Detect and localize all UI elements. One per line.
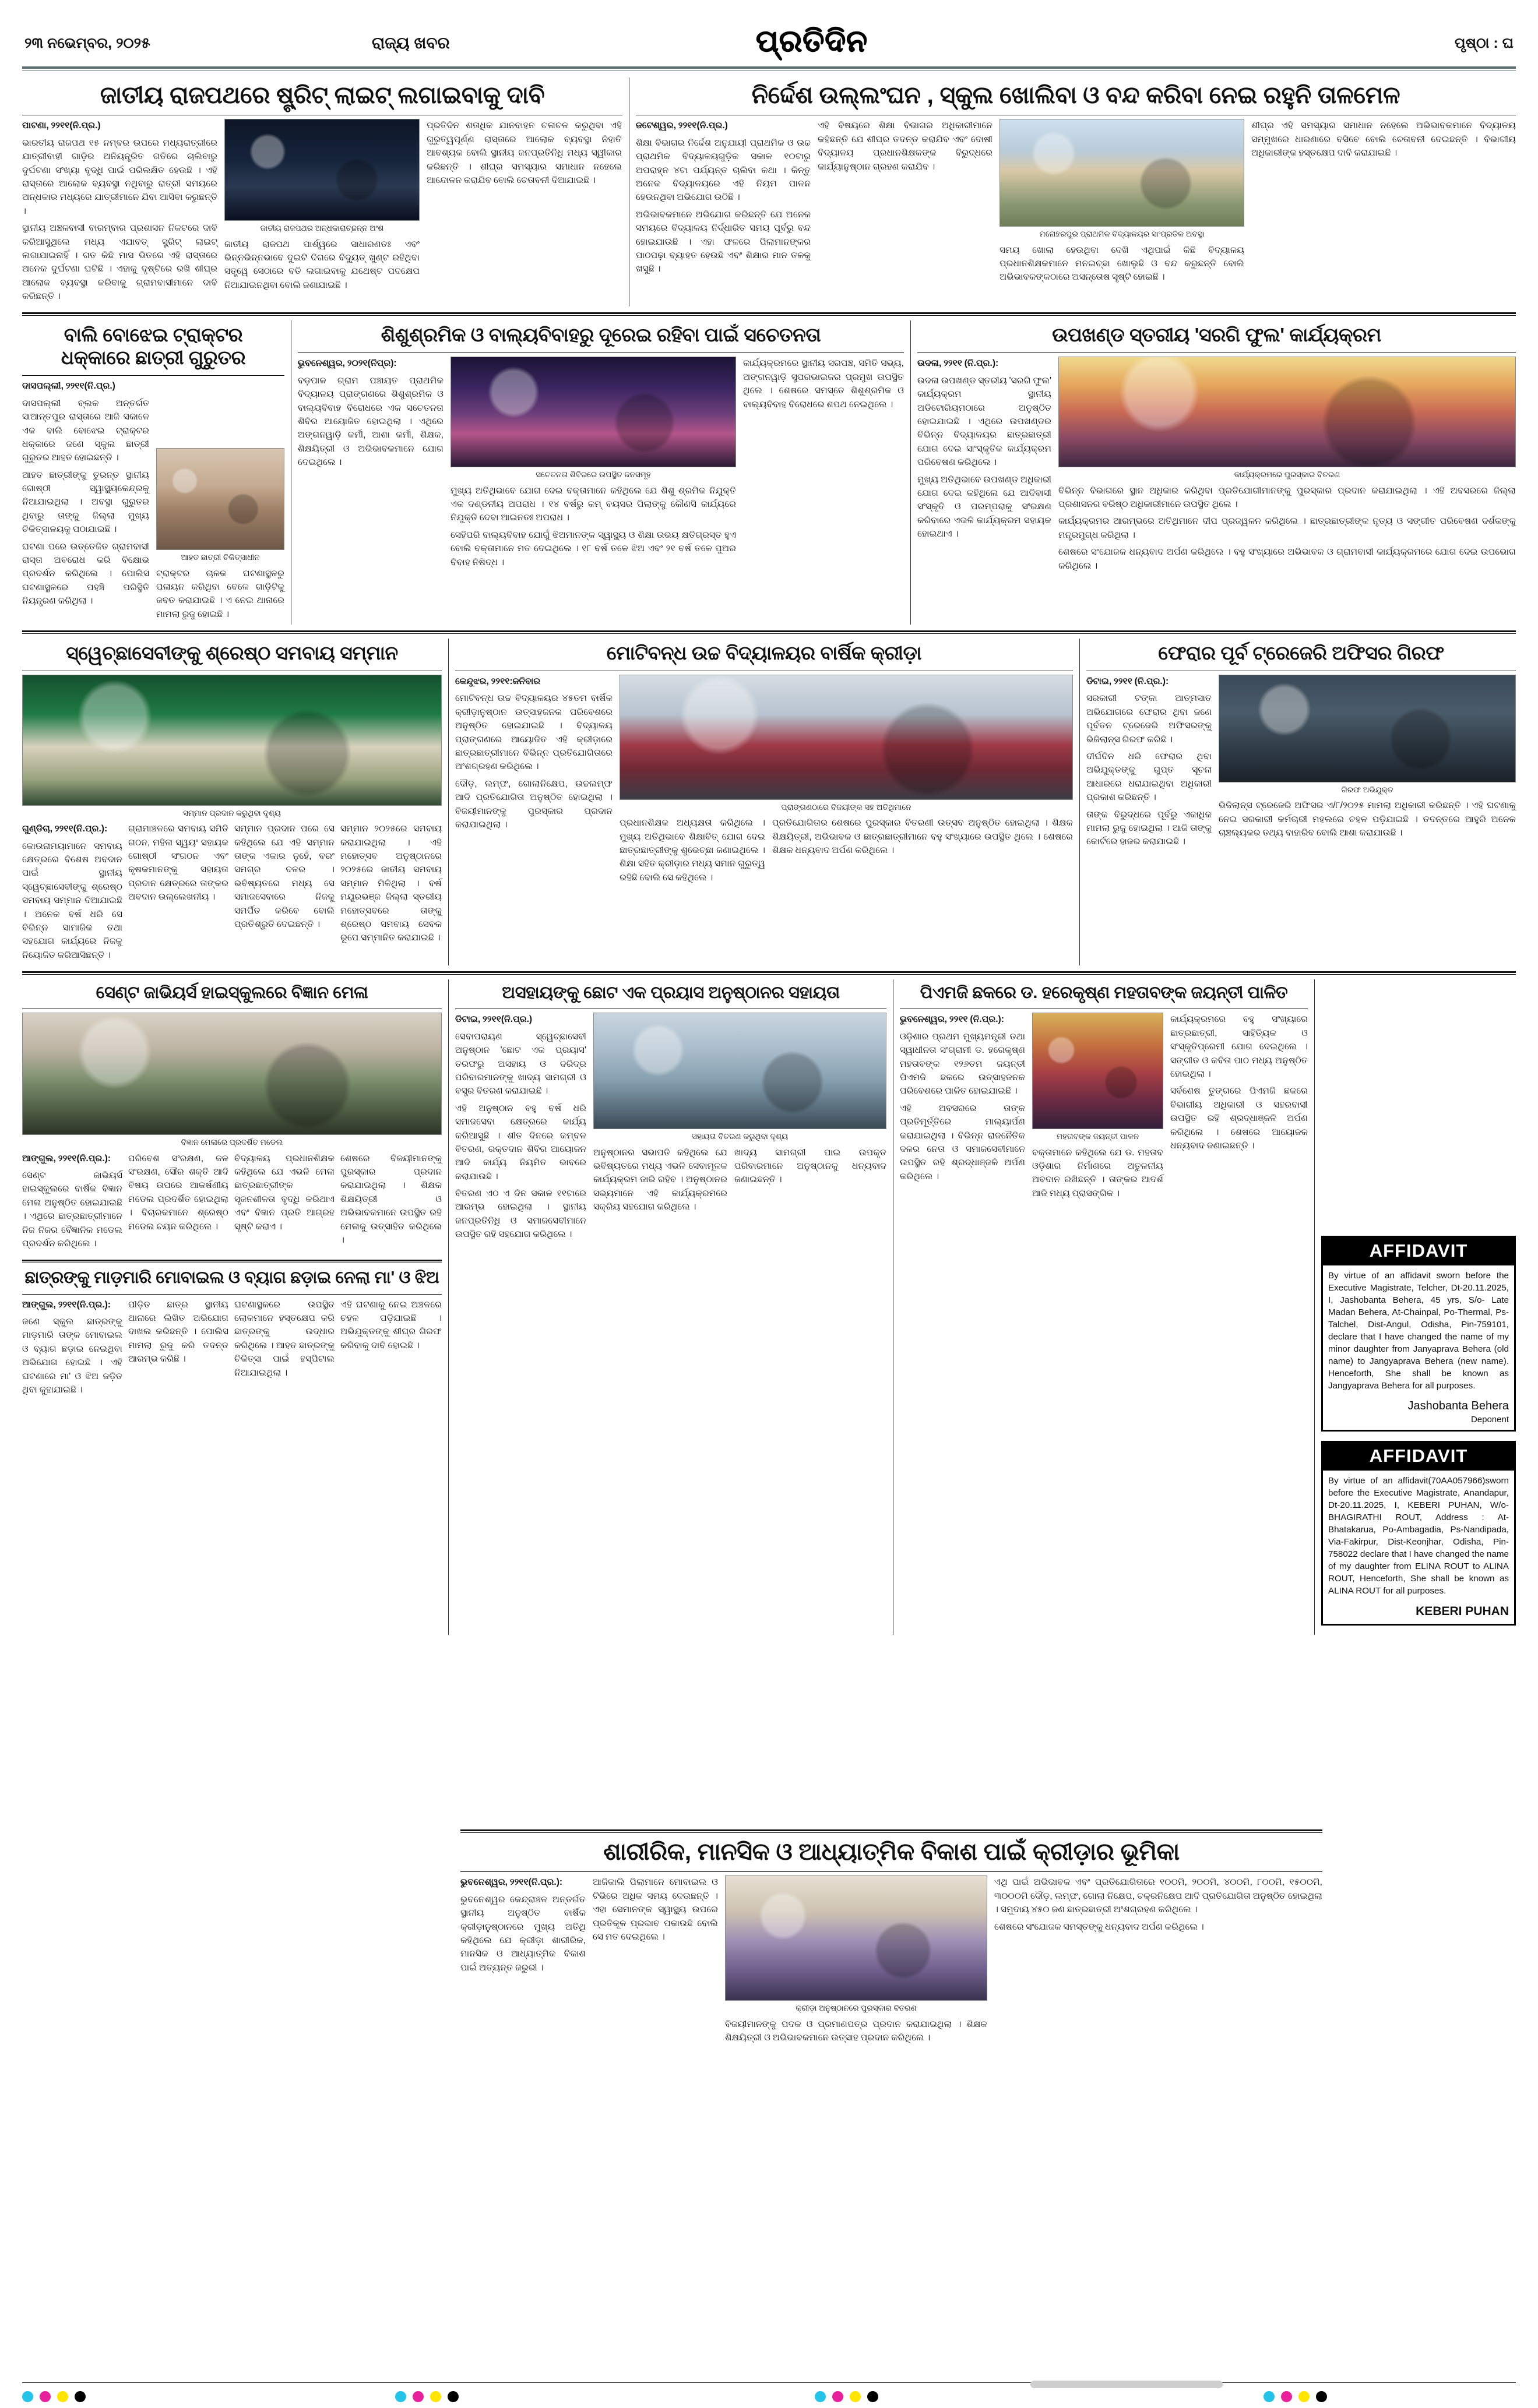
newspaper-logo: ପ୍ରତିଦିନ [756, 25, 868, 58]
affidavit-title: AFFIDAVIT [1323, 1443, 1514, 1471]
photo-caption: ମହତାବଙ୍କ ଜୟନ୍ତୀ ପାଳନ [1056, 1132, 1139, 1141]
article-paragraph: ଘଟଣାସ୍ଥଳରେ ଉପସ୍ଥିତ ଲୋକମାନେ ହସ୍ତକ୍ଷେପ କରି ଛାତ୍ରଙ୍କୁ ଉଦ୍ଧାର କରିଥିଲେ । ଆହତ ଛାତ୍ରଙ୍କୁ ଚିକିତ୍ସା ପାଇଁ ହସ୍ପିଟାଲ ନିଆଯାଇଥିଲା । [234, 1299, 335, 1378]
black-dot-icon [867, 2391, 878, 2402]
article-headline: ଶାରୀରିକ, ମାନସିକ ଓ ଆଧ୍ୟାତ୍ମିକ ବିକାଶ ପାଇଁ କ୍ରୀଡ଼ାର ଭୂମିକା [603, 1838, 1180, 1865]
article-paragraph: ଦୌଡ଼, ଲମ୍ଫ, ଗୋଲାନିକ୍ଷେପ, ଉଚ୍ଚଲମ୍ଫ ଆଦି ପ୍ରତିଯୋଗିତା ଅନୁଷ୍ଠିତ ହୋଇଥିଲା । ବିଜୟୀମାନଙ୍କୁ ପୁରସ୍କାର ପ୍ରଦାନ କରାଯାଇଥିଲା । [455, 778, 613, 830]
article-photo [1219, 675, 1516, 782]
column-separator [1079, 639, 1080, 965]
article-paragraph: ମୁଖ୍ୟ ଅତିଥିଭାବେ ଯୋଗ ଦେଇ ବକ୍ତାମାନେ କହିଥିଲେ ଯେ ଶିଶୁ ଶ୍ରମିକ ନିଯୁକ୍ତି ଏକ ଦଣ୍ଡନୀୟ ଅପରାଧ । ୧୪ ବର୍ଷରୁ କମ୍ ବୟସର ପିଲାଙ୍କୁ କୌଣସି କାର୍ଯ୍ୟରେ ନିଯୁକ୍ତି ଦେବା ଆଇନତଃ ଅପରାଧ । [451, 485, 736, 523]
article-paragraph: ବିଜୟୀମାନଙ୍କୁ ପଦକ ଓ ପ୍ରମାଣପତ୍ର ପ୍ରଦାନ କରାଯାଇଥିଲା । ଶିକ୍ଷକ ଶିକ୍ଷୟିତ୍ରୀ ଓ ଅଭିଭାବକମାନେ ଉତ୍ସାହ ପ୍ରଦାନ କରିଥିଲେ । [725, 2019, 987, 2043]
article-paragraph: କାର୍ଯ୍ୟକ୍ରମରେ ବହୁ ସଂଖ୍ୟାରେ ଛାତ୍ରଛାତ୍ରୀ, ସାହିତ୍ୟିକ ଓ ସଂସ୍କୃତିପ୍ରେମୀ ଯୋଗ ଦେଇଥିଲେ । ସଙ୍ଗୀତ ଓ କବିତା ପାଠ ମଧ୍ୟ ଅନୁଷ୍ଠିତ ହୋଇଥିଲା । [1170, 1014, 1308, 1079]
article-paragraph: ଘଟଣା ପରେ ଉତ୍ତେଜିତ ଗ୍ରାମବାସୀ ରାସ୍ତା ଅବରୋଧ କରି ବିକ୍ଷୋଭ ପ୍ରଦର୍ଶନ କରିଥିଲେ । ପୋଲିସ ଘଟଣାସ୍ଥଳରେ ପହଞ୍ଚି ପରିସ୍ଥିତି ନିୟନ୍ତ୍ରଣ କରିଥିଲା । [22, 541, 149, 607]
article-paragraph: ଟ୍ରାକ୍ଟର ଚାଳକ ଘଟଣାସ୍ଥଳରୁ ପଳାୟନ କରିଥିବା ବେଳେ ଗାଡ଼ିଟିକୁ ଜବତ କରାଯାଇଛି । ଏ ନେଇ ଥାନାରେ ମାମଲା ରୁଜୁ ହୋଇଛି । [156, 568, 284, 619]
column-separator [910, 320, 911, 625]
article-paragraph: ପ୍ରଧାନଶିକ୍ଷକ ଅଧ୍ୟକ୍ଷତା କରିଥିଲେ । ମୁଖ୍ୟ ଅତିଥିଭାବେ ଶିକ୍ଷାବିତ୍ ଯୋଗ ଦେଇ ଛାତ୍ରଛାତ୍ରୀଙ୍କୁ ଶୁଭେଚ୍ଛା ଜଣାଇଥିଲେ । ଶିକ୍ଷା ସହିତ କ୍ରୀଡ଼ାର ମଧ୍ୟ ସମାନ ଗୁରୁତ୍ୱ ରହିଛି ବୋଲି ସେ କହିଥିଲେ । [620, 818, 765, 883]
article-paragraph: ଶେଷରେ ସଂଯୋଜକ ସମସ୍ତଙ୍କୁ ଧନ୍ୟବାଦ ଅର୍ପଣ କରିଥିଲେ । [994, 1922, 1204, 1932]
article-photo [451, 357, 736, 467]
article-paragraph: ଆହତ ଛାତ୍ରୀଙ୍କୁ ତୁରନ୍ତ ସ୍ଥାନୀୟ ଗୋଷ୍ଠୀ ସ୍ୱାସ୍ଥ୍ୟକେନ୍ଦ୍ରକୁ ନିଆଯାଇଥିଲା । ଅବସ୍ଥା ଗୁରୁତର ଥିବାରୁ ତାଙ୍କୁ ଜିଲ୍ଲା ମୁଖ୍ୟ ଚିକିତ୍ସାଳୟକୁ ପଠାଯାଇଛି । [22, 470, 149, 535]
cyan-dot-icon [815, 2391, 826, 2402]
article-paragraph: ଅନୁଷ୍ଠାନର ସଭାପତି କହିଥିଲେ ଯେ ଭବିଷ୍ୟତରେ ମଧ୍ୟ ଏଭଳି ସେବାମୂଳକ କାର୍ଯ୍ୟକ୍ରମ ଜାରି ରହିବ । ଅନୁଷ୍ଠାନର ସଭ୍ୟମାନେ ଏହି କାର୍ଯ୍ୟକ୍ରମରେ ସକ୍ରିୟ ସହଯୋଗ କରିଥିଲେ । [593, 1147, 727, 1212]
article-paragraph: ସେହିପରି ବାଲ୍ୟବିବାହ ଯୋଗୁଁ ଝିଅମାନଙ୍କ ସ୍ୱାସ୍ଥ୍ୟ ଓ ଶିକ୍ଷା ଉଭୟ କ୍ଷତିଗ୍ରସ୍ତ ହୁଏ ବୋଲି ବକ୍ତାମାନେ ମତ ଦେଇଥିଲେ । ୧୮ ବର୍ଷ ତଳେ ଝିଅ ଏବଂ ୨୧ ବର୍ଷ ତଳେ ପୁଅର ବିବାହ ନିଷିଦ୍ଧ । [451, 530, 736, 567]
article-paragraph: ଉଦଳା ଉପଖଣ୍ଡ ସ୍ତରୀୟ 'ସରଗି ଫୁଲ' କାର୍ଯ୍ୟକ୍ରମ ସ୍ଥାନୀୟ ଅଡିଟୋରିୟମଠାରେ ଅନୁଷ୍ଠିତ ହୋଇଯାଇଛି । ଏଥିରେ ଉପଖଣ୍ଡର ବିଭିନ୍ନ ବିଦ୍ୟାଳୟର ଛାତ୍ରଛାତ୍ରୀ ଯୋଗ ଦେଇ ସାଂସ୍କୃତିକ କାର୍ଯ୍ୟକ୍ରମ ପରିବେଷଣ କରିଥିଲେ । [917, 375, 1051, 468]
column-separator [448, 979, 449, 1635]
yellow-dot-icon [430, 2391, 441, 2402]
article-paragraph: ବକ୍ତାମାନେ କହିଥିଲେ ଯେ ଡ. ମହତାବ ଓଡ଼ିଶାର ନିର୍ମାଣରେ ଅତୁଳନୀୟ ଅବଦାନ ରଖିଛନ୍ତି । ତାଙ୍କର ଆଦର୍ଶ ଆଜି ମଧ୍ୟ ପ୍ରାସଙ୍ଗିକ । [1032, 1147, 1163, 1198]
article-relief-distribution [455, 983, 886, 1244]
left-column-stack [22, 979, 442, 1635]
content-row-2 [22, 320, 1516, 625]
content-row-1 [22, 77, 1516, 306]
masthead-divider [22, 66, 1516, 70]
affidavit-card [1321, 1441, 1516, 1626]
headline-underline [22, 375, 284, 376]
article-tractor-accident [22, 320, 284, 625]
article-paragraph: ବିଭିନ୍ନ ବିଭାଗରେ ସ୍ଥାନ ଅଧିକାର କରିଥିବା ପ୍ରତିଯୋଗୀମାନଙ୍କୁ ପୁରସ୍କାର ପ୍ରଦାନ କରାଯାଇଥିଲା । ଏହି ଅବସରରେ ଜିଲ୍ଲା ପ୍ରଶାସନର ବରିଷ୍ଠ ଅଧିକାରୀମାନେ ଉପସ୍ଥିତ ଥିଲେ । [1058, 485, 1516, 509]
cyan-dot-icon [22, 2391, 33, 2402]
article-paragraph: ପ୍ରତିଦିନ ଶତାଧିକ ଯାନବାହନ ଚଳାଚଳ କରୁଥିବା ଏହି ଗୁରୁତ୍ୱପୂର୍ଣ୍ଣ ରାସ୍ତାରେ ଆଲୋକ ବ୍ୟବସ୍ଥା ନିହାତି ଆବଶ୍ୟକ ବୋଲି ସ୍ଥାନୀୟ ଜନପ୍ରତିନିଧି ମଧ୍ୟ ସ୍ୱୀକାର କରିଛନ୍ତି । ଶୀଘ୍ର ସମସ୍ୟାର ସମାଧାନ ନହେଲେ ଆନ୍ଦୋଳନ କରାଯିବ ବୋଲି ଚେତାବନୀ ଦିଆଯାଇଛି । [427, 121, 622, 185]
affidavit-card [1321, 1236, 1516, 1432]
dateline: ଆଙ୍ଗୁଲ, ୨୨୧୧(ନି.ପ୍ର.): [22, 1153, 111, 1164]
yellow-dot-icon [850, 2391, 861, 2402]
article-annual-sports [455, 639, 1073, 965]
magenta-dot-icon [413, 2391, 424, 2402]
article-photo [22, 1013, 442, 1135]
dateline: ଭୁବନେଶ୍ୱର, ୨୨୧୧ (ନି.ପ୍ର.): [900, 1014, 1004, 1025]
article-paragraph: ଏହି ଘଟଣାକୁ ନେଇ ଅଞ୍ଚଳରେ ଚହଳ ପଡ଼ିଯାଇଛି । ଅଭିଯୁକ୍ତଙ୍କୁ ଶୀଘ୍ର ଗିରଫ କରିବାକୁ ଦାବି ହୋଇଛି । [340, 1299, 442, 1351]
dateline: ଦାସପଲ୍ଲୀ, ୨୨୧୧(ନି.ପ୍ର.) [22, 381, 115, 392]
article-paragraph: କାର୍ଯ୍ୟକ୍ରମରେ ସ୍ଥାନୀୟ ସରପଞ୍ଚ, ସମିତି ସଭ୍ୟ, ଅଙ୍ଗନୱାଡ଼ି ସୁପରଭାଇଜର ପ୍ରମୁଖ ଉପସ୍ଥିତ ଥିଲେ । ଶେଷରେ ସମସ୍ତେ ଶିଶୁଶ୍ରମିକ ଓ ବାଲ୍ୟବିବାହ ବିରୋଧରେ ଶପଥ ନେଇଥିଲେ । [743, 358, 904, 410]
row-divider [22, 1260, 442, 1263]
article-paragraph: ଏଥି ପାଇଁ ଅଭିଭାବକ ଏବଂ ପ୍ରତିଯୋଗିତାରେ ୧୦୦ମି, ୨୦୦ମି, ୪୦୦ମି, ୮୦୦ମି, ୧୫୦୦ମି, ୩୦୦୦ମି ଦୌଡ଼, ଲମ୍ଫ, ଗୋଲା ନିକ୍ଷେପ, ଚକ୍ରନିକ୍ଷେପ ଆଦି ପ୍ରତିଯୋଗିତା ଅନୁଷ୍ଠିତ ହୋଇଥିଲା । ସମୁଦାୟ ୪୫୦ ଜଣ ଛାତ୍ରଛାତ୍ରୀ ଅଂଶଗ୍ରହଣ କରିଥିଲେ । [994, 1877, 1322, 1915]
article-paragraph: ଦାସପଲ୍ଲୀ ବ୍ଲକ ଅନ୍ତର୍ଗତ ସାଆନ୍ତପୁର ରାସ୍ତାରେ ଆଜି ସକାଳେ ଏକ ବାଲି ବୋଝେଇ ଟ୍ରାକ୍ଟର ଧକ୍କାରେ ଜଣେ ସ୍କୁଲ ଛାତ୍ରୀ ଗୁରୁତର ଆହତ ହୋଇଛନ୍ତି । [22, 398, 149, 463]
article-saragi-phula [917, 320, 1516, 625]
color-bar-center-left [395, 2391, 459, 2402]
article-school-timing [636, 77, 1516, 306]
content-row-4 [22, 979, 1516, 1635]
column-separator [448, 639, 449, 965]
article-paragraph: ଖାଦ୍ୟ ସାମଗ୍ରୀ ପାଇ ଉପକୃତ ପରିବାରମାନେ ଅନୁଷ୍ଠାନକୁ ଧନ୍ୟବାଦ ଜଣାଇଛନ୍ତି । [734, 1147, 886, 1185]
classified-affidavit-column [1321, 979, 1516, 1635]
article-headline: ଫେରାର ପୂର୍ବ ଟ୍ରେଜେରି ଅଫିସର ଗିରଫ [1158, 642, 1444, 664]
article-photo [999, 119, 1244, 227]
article-paragraph: ଭୁବନେଶ୍ୱର କେନ୍ଦ୍ରାଞ୍ଚଳ ଅନ୍ତର୍ଗତ ସ୍ଥାନୀୟ ଅନୁଷ୍ଠିତ ବାର୍ଷିକ କ୍ରୀଡ଼ାନୁଷ୍ଠାନରେ ମୁଖ୍ୟ ଅତିଥି କହିଥିଲେ ଯେ କ୍ରୀଡ଼ା ଶାରୀରିକ, ମାନସିକ ଓ ଆଧ୍ୟାତ୍ମିକ ବିକାଶ ପାଇଁ ଅତ୍ୟନ୍ତ ଜରୁରୀ । [460, 1894, 586, 1973]
article-paragraph: ଜାତୀୟ ରାଜପଥ ପାର୍ଶ୍ୱରେ ସାଧାରଣତଃ ଏବଂ ଭିନ୍ନଭିନ୍ନଭାବେ ଦୁଇଟି ଦିଗରେ ବିଦ୍ୟୁତ୍ ଖୁଣ୍ଟ ରହିଥିବା ସତ୍ତ୍ୱେ ସେଠାରେ ବତି ଲଗାଇବାକୁ ଯଥେଷ୍ଟ ପଦକ୍ଷେପ ନିଆଯାଇନଥିବା ବୋଲି ଜଣାଯାଇଛି । [224, 239, 420, 290]
article-sports-role [460, 1824, 1322, 2048]
row-divider [460, 1829, 1322, 1833]
article-paragraph: ଏହି ବିଷୟରେ ଶିକ୍ଷା ବିଭାଗର ଅଧିକାରୀମାନେ କହିଛନ୍ତି ଯେ ଶୀଘ୍ର ତଦନ୍ତ କରାଯିବ ଏବଂ ଦୋଷୀ ବିଦ୍ୟାଳୟ ପ୍ରଧାନଶିକ୍ଷକଙ୍କ ବିରୁଦ୍ଧରେ କାର୍ଯ୍ୟାନୁଷ୍ଠାନ ଗ୍ରହଣ କରାଯିବ । [818, 121, 993, 172]
article-paragraph: ଭାରତୀୟ ରାଜପଥ ୧୫ ନମ୍ବର ଉପରେ ମଧ୍ୟରାତ୍ରୀରେ ଯାତ୍ରୀବାହୀ ଗାଡ଼ିର ଅନିୟନ୍ତ୍ରିତ ଗତିରେ ଚାଲିବାରୁ ଦୁର୍ଘଟଣା ସଂଖ୍ୟା ବୃଦ୍ଧି ପାଇଁ ପରିଲକ୍ଷିତ ହେଉଛି । ଏହି ରାସ୍ତାରେ ଆଲୋକ ବ୍ୟବସ୍ଥା ନଥିବାରୁ ରାତ୍ରୀ ସମୟରେ ଅନ୍ଧକାର ମଧ୍ୟରେ ଯାତ୍ରୀମାନେ ଯିବା ଆସିବା କରୁଛନ୍ତି । [22, 138, 217, 216]
article-paragraph: ମୁଖ୍ୟ ଅତିଥିଭାବେ ଉପଖଣ୍ଡ ଅଧିକାରୀ ଯୋଗ ଦେଇ କହିଥିଲେ ଯେ ଆଦିବାସୀ ସଂସ୍କୃତି ଓ ପରମ୍ପରାକୁ ସଂରକ୍ଷଣ କରିବାରେ ଏଭଳି କାର୍ଯ୍ୟକ୍ରମ ସହାୟକ ହୋଇଥାଏ । [917, 474, 1051, 540]
black-dot-icon [448, 2391, 459, 2402]
article-paragraph: ବଡ଼ପାଳ ଗ୍ରାମ ପଞ୍ଚାୟତ ପ୍ରାଥମିକ ବିଦ୍ୟାଳୟ ପ୍ରାଙ୍ଗଣରେ ଶିଶୁଶ୍ରମିକ ଓ ବାଲ୍ୟବିବାହ ବିରୋଧରେ ଏକ ସଚେତନତା ଶିବିର ଆୟୋଜିତ ହୋଇଥିଲା । ଏଥିରେ ଅଙ୍ଗନୱାଡ଼ି କର୍ମୀ, ଆଶା କର୍ମୀ, ଶିକ୍ଷକ, ଶିକ୍ଷୟିତ୍ରୀ ଓ ଅଭିଭାବକମାନେ ଯୋଗ ଦେଇଥିଲେ । [298, 375, 444, 468]
affidavit-signature: KEBERI PUHAN [1416, 1604, 1509, 1618]
affidavit-signature: Jashobanta Behera [1407, 1399, 1509, 1412]
dateline: ଭୁବନେଶ୍ୱର, ୨୦୨୧(ନିପ୍ର): [298, 358, 397, 369]
footer-registration-marks [22, 2379, 1516, 2399]
article-headline: ଅସହାୟଙ୍କୁ ଛୋଟ ଏକ ପ୍ରୟାସ ଅନୁଷ୍ଠାନର ସହାୟତା [502, 983, 840, 1003]
color-bar-right [1264, 2391, 1327, 2402]
article-headline [22, 324, 284, 369]
magenta-dot-icon [1281, 2391, 1292, 2402]
article-paragraph: ସେଣ୍ଟ ଜାଭିୟର୍ସ ହାଇସ୍କୁଲରେ ବାର୍ଷିକ ବିଜ୍ଞାନ ମେଳା ଅନୁଷ୍ଠିତ ହୋଇଯାଇଛି । ଏଥିରେ ଛାତ୍ରଛାତ୍ରୀମାନେ ନିଜ ନିଜର ବୈଜ୍ଞାନିକ ମଡେଲ ପ୍ରଦର୍ଶନ କରିଥିଲେ । [22, 1170, 122, 1249]
article-paragraph: ବିତରଣ ଏଠ ଏ ଦିନ ସକାଳ ୧୧ଟାରେ ଆରମ୍ଭ ହୋଇଥିଲା । ସ୍ଥାନୀୟ ଜନପ୍ରତିନିଧି ଓ ସମାଜସେବୀମାନେ ଉପସ୍ଥିତ ରହି ସହଯୋଗ କରିଥିଲେ । [455, 1189, 586, 1240]
affidavit-role: Deponent [1470, 1415, 1509, 1425]
headline-underline [298, 352, 904, 353]
photo-caption: ସଚେତନତା ଶିବିରରେ ଉପସ୍ଥିତ ଜନସମୂହ [536, 470, 651, 480]
article-headline: ସ୍ୱେଚ୍ଛାସେବୀଙ୍କୁ ଶ୍ରେଷ୍ଠ ସମବାୟ ସମ୍ମାନ [66, 642, 398, 664]
headline-underline [917, 352, 1516, 353]
black-dot-icon [75, 2391, 86, 2402]
article-paragraph: ଶେଷରେ ବିଜୟୀମାନଙ୍କୁ ପୁରସ୍କାର ପ୍ରଦାନ କରାଯାଇଥିଲା । ଶିକ୍ଷକ ଶିକ୍ଷୟିତ୍ରୀ ଓ ଅଭିଭାବକମାନେ ଉପସ୍ଥିତ ରହି ମେଳାକୁ ଉତ୍ସାହିତ କରିଥିଲେ । [340, 1153, 442, 1245]
article-paragraph: ସ୍ଥାନୀୟ ଅଞ୍ଚଳବାସୀ ବାରମ୍ବାର ପ୍ରଶାସନ ନିକଟରେ ଦାବି କରିଆସୁଥିଲେ ମଧ୍ୟ ଏଯାବତ୍ ସ୍ଟ୍ରିଟ୍ ଲାଇଟ୍ ଲଗାଯାଇନାହିଁ । ଗତ କିଛି ମାସ ଭିତରେ ଏହି ରାସ୍ତାରେ ଅନେକ ଦୁର୍ଘଟଣା ଘଟିଛି । ଏହାକୁ ଦୃଷ୍ଟିରେ ରଖି ଶୀଘ୍ର ଆଲୋକ ବ୍ୟବସ୍ଥା କରିବାକୁ ଗ୍ରାମବାସୀମାନେ ଦାବି କରିଛନ୍ତି । [22, 223, 217, 302]
dateline: ଜଟେଶ୍ୱର, ୨୨୧୧(ନି.ପ୍ର.) [636, 121, 728, 131]
article-treasury-officer-arrest [1086, 639, 1516, 965]
article-paragraph: ପ୍ରତିଯୋଗିତାର ଶେଷରେ ପୁରସ୍କାର ବିତରଣୀ ଉତ୍ସବ ଅନୁଷ୍ଠିତ ହୋଇଥିଲା । ଶିକ୍ଷକ ଶିକ୍ଷୟିତ୍ରୀ, ଅଭିଭାବକ ଓ ଛାତ୍ରଛାତ୍ରୀମାନେ ବହୁ ସଂଖ୍ୟାରେ ଉପସ୍ଥିତ ଥିଲେ । ଶେଷରେ ଶିକ୍ଷକ ଧନ୍ୟବାଦ ଅର୍ପଣ କରିଥିଲେ । [772, 818, 1073, 856]
photo-caption: ପ୍ରାଙ୍ଗଣଠାରେ ବିଜୟୀଙ୍କ ସହ ଅତିଥିମାନେ [781, 803, 911, 812]
article-cooperative-award [22, 639, 442, 965]
article-photo [725, 1875, 987, 2001]
article-paragraph: ଓଡ଼ିଶାର ପ୍ରଥମ ମୁଖ୍ୟମନ୍ତ୍ରୀ ତଥା ସ୍ୱାଧୀନତା ସଂଗ୍ରାମୀ ଡ. ହରେକୃଷ୍ଣ ମହତାବଙ୍କ ୧୨୬ତମ ଜୟନ୍ତୀ ପିଏମଜି ଛକରେ ଉତ୍ସାହଜନକ ପରିବେଶରେ ପାଳିତ ହୋଇଯାଇଛି । [900, 1031, 1025, 1097]
article-paragraph: ଶୀଘ୍ର ଏହି ସମସ୍ୟାର ସମାଧାନ ନହେଲେ ଅଭିଭାବକମାନେ ବିଦ୍ୟାଳୟ ସମ୍ମୁଖରେ ଧାରଣାରେ ବସିବେ ବୋଲି ଚେତାବନୀ ଦେଇଛନ୍ତି । ବିଭାଗୀୟ ଅଧିକାରୀଙ୍କ ହସ୍ତକ୍ଷେପ ଦାବି କରାଯାଇଛି । [1251, 121, 1516, 158]
section-title: ରାଜ୍ୟ ଖବର [372, 34, 450, 52]
article-headline: ଶିଶୁଶ୍ରମିକ ଓ ବାଲ୍ୟବିବାହରୁ ଦୂରେଇ ରହିବା ପାଇଁ ସଚେତନତା [381, 324, 821, 346]
dateline: ଡିଟାଇ, ୨୨୧୧(ନି.ପ୍ର.) [455, 1014, 533, 1025]
dateline: ଭୁବନେଶ୍ୱର, ୨୨୧୧(ନି.ପ୍ର.): [460, 1877, 563, 1888]
article-paragraph: ଶିକ୍ଷା ବିଭାଗର ନିର୍ଦ୍ଦେଶ ଅନୁଯାୟୀ ପ୍ରାଥମିକ ଓ ଉଚ୍ଚ ପ୍ରାଥମିକ ବିଦ୍ୟାଳୟଗୁଡ଼ିକ ସକାଳ ୧୦ଟାରୁ ଅପରାହ୍ନ ୪ଟା ପର୍ଯ୍ୟନ୍ତ ଚାଲିବା କଥା । କିନ୍ତୁ ଅନେକ ବିଦ୍ୟାଳୟରେ ଏହି ନିୟମ ପାଳନ ହେଉନଥିବା ଅଭିଯୋଗ ଉଠିଛି । [636, 138, 811, 203]
headline-line-1: ବାଲି ବୋଝେଇ ଟ୍ରାକ୍ଟର [64, 324, 243, 346]
article-headline: ଜାତୀୟ ରାଜପଥରେ ଷ୍ଟ୍ରିଟ୍ ଲାଇଟ୍ ଲଗାଇବାକୁ ଦାବି [100, 82, 545, 108]
article-paragraph: କାର୍ଯ୍ୟକ୍ରମର ଆରମ୍ଭରେ ଅତିଥିମାନେ ଦୀପ ପ୍ରଜ୍ୱଳନ କରିଥିଲେ । ଛାତ୍ରଛାତ୍ରୀଙ୍କ ନୃତ୍ୟ ଓ ସଙ୍ଗୀତ ପରିବେଷଣ ଦର୍ଶକଙ୍କୁ ମନ୍ତ୍ରମୁଗ୍ଧ କରିଥିଲା । [1058, 516, 1516, 540]
article-mahtab-jayanti [900, 979, 1308, 1635]
article-paragraph: ଶେଷରେ ସଂଯୋଜକ ଧନ୍ୟବାଦ ଅର୍ପଣ କରିଥିଲେ । ବହୁ ସଂଖ୍ୟାରେ ଅଭିଭାବକ ଓ ଗ୍ରାମବାସୀ କାର୍ଯ୍ୟକ୍ରମରେ ଯୋଗ ଦେଇ ଉପଭୋଗ କରିଥିଲେ । [1058, 547, 1516, 571]
dateline: କେନ୍ଦୁଝର, ୨୨୧୧:ଜନିବାର [455, 676, 541, 687]
dateline: ଗୁଣ୍ଡିଚା, ୨୨୧୧(ନି.ପ୍ର.): [22, 824, 108, 834]
article-paragraph: ମୋଟିବନ୍ଧ ଉଚ୍ଚ ବିଦ୍ୟାଳୟର ୪୫ତମ ବାର୍ଷିକ କ୍ରୀଡ଼ାନୁଷ୍ଠାନ ଉତ୍ସାହଜନକ ପରିବେଶରେ ଅନୁଷ୍ଠିତ ହୋଇଯାଇଛି । ବିଦ୍ୟାଳୟ ପ୍ରାଙ୍ଗଣରେ ଆୟୋଜିତ ଏହି କ୍ରୀଡ଼ାରେ ଛାତ୍ରଛାତ୍ରୀମାନେ ବିଭିନ୍ନ ପ୍ରତିଯୋଗିତାରେ ଅଂଶଗ୍ରହଣ କରିଥିଲେ । [455, 693, 613, 772]
article-paragraph: ଗ୍ରାମାଞ୍ଚଳରେ ସମବାୟ ସମିତି ଗଠନ, ମହିଳା ସ୍ୱୟଂ ସହାୟକ ଗୋଷ୍ଠୀ ସଂଗଠନ ଏବଂ କୃଷକମାନଙ୍କୁ ସହାୟତା ପ୍ରଦାନ କ୍ଷେତ୍ରରେ ତାଙ୍କର ଅବଦାନ ଉଲ୍ଲେଖନୀୟ । [128, 824, 228, 902]
publication-date: ୨୩ ନଭେମ୍ବର, ୨୦୨୫ [24, 35, 150, 51]
page-number-label: ପୃଷ୍ଠା : ଘ [1454, 35, 1514, 51]
article-paragraph: ଆଜିକାଲି ପିଲାମାନେ ମୋବାଇଲ ଓ ଟିଭିରେ ଅଧିକ ସମୟ ଦେଉଛନ୍ତି । ଏହା ସେମାନଙ୍କ ସ୍ୱାସ୍ଥ୍ୟ ଉପରେ ପ୍ରତିକୂଳ ପ୍ରଭାବ ପକାଉଛି ବୋଲି ସେ ମତ ଦେଇଥିଲେ । [593, 1877, 718, 1942]
article-paragraph: ସମ୍ମାନ ପ୍ରଦାନ ପରେ ସେ କହିଥିଲେ ଯେ ଏହି ସମ୍ମାନ ତାଙ୍କ ଏକାର ନୁହେଁ, ବରଂ ସମଗ୍ର ଦଳର । ଭବିଷ୍ୟତରେ ମଧ୍ୟ ସେ ସମାଜସେବାରେ ନିଜକୁ ସମର୍ପିତ କରିବେ ବୋଲି ପ୍ରତିଶ୍ରୁତି ଦେଇଛନ୍ତି । [234, 824, 335, 929]
article-paragraph: ଦୀର୍ଘଦିନ ଧରି ଫେରାର ଥିବା ଅଭିଯୁକ୍ତଙ୍କୁ ଗୁପ୍ତ ସୂଚନା ଆଧାରରେ ଧରାଯାଇଥିବା ଅଧିକାରୀ ପ୍ରକାଶ କରିଛନ୍ତି । [1086, 752, 1212, 803]
article-paragraph: ସର୍ବଶେଷ ତୁଙ୍ଗରେ ପିଏମଜି ଛକରେ ବିଭାଗୀୟ ଅଧିକାରୀ ଓ ସହରବାସୀ ଉପସ୍ଥିତ ରହି ଶ୍ରଦ୍ଧାଞ୍ଜଳି ଅର୍ପଣ କରିଥିଲେ । ଶେଷରେ ଆୟୋଜକ ଧନ୍ୟବାଦ ଜଣାଇଛନ୍ତି । [1170, 1086, 1308, 1151]
cyan-dot-icon [1264, 2391, 1275, 2402]
row-divider [22, 312, 1516, 316]
article-photo [156, 448, 284, 550]
cyan-dot-icon [395, 2391, 406, 2402]
article-paragraph: ବିଦ୍ୟାଳୟ ପ୍ରଧାନଶିକ୍ଷକ କହିଥିଲେ ଯେ ଏଭଳି ମେଳା ଛାତ୍ରଛାତ୍ରୀଙ୍କ ସୃଜନଶୀଳତା ବୃଦ୍ଧି କରିଥାଏ ଏବଂ ବିଜ୍ଞାନ ପ୍ରତି ଆଗ୍ରହ ସୃଷ୍ଟି କରାଏ । [234, 1153, 335, 1232]
article-science-fair [22, 983, 442, 1254]
article-paragraph: ତାଙ୍କ ବିରୁଦ୍ଧରେ ପୂର୍ବରୁ ଏକାଧିକ ମାମଲା ରୁଜୁ ହୋଇଥିଲା । ଆଜି ତାଙ୍କୁ କୋର୍ଟରେ ହାଜର କରାଯାଇଛି । [1086, 809, 1212, 847]
article-street-light [22, 77, 622, 306]
article-photo [593, 1013, 886, 1129]
black-dot-icon [1316, 2391, 1327, 2402]
color-bar-center-right [815, 2391, 878, 2402]
photo-caption: ସହାୟତା ବିତରଣ କରୁଥିବା ଦୃଶ୍ୟ [691, 1132, 789, 1141]
article-paragraph: କୋଉନାମୟାମାନେ ସମବାୟ କ୍ଷେତ୍ରରେ ବିଶେଷ ଅବଦାନ ପାଇଁ ସ୍ଥାନୀୟ ସ୍ୱେଚ୍ଛାସେବୀଙ୍କୁ ଶ୍ରେଷ୍ଠ ସମବାୟ ସମ୍ମାନ ଦିଆଯାଇଛି । ଅନେକ ବର୍ଷ ଧରି ସେ ବିଭିନ୍ନ ସାମାଜିକ ତଥା ସହଯୋଗ କାର୍ଯ୍ୟରେ ନିଜକୁ ନିୟୋଜିତ କରିଆସିଛନ୍ତି । [22, 841, 122, 960]
article-paragraph: ଭିଜିଲାନ୍ସ ଟ୍ରେଜେରି ଅଫିସର ଏ/୮/୨୦୨୫ ମାମଲା ଅଧିକାରୀ କରିଛନ୍ତି । ଏହି ଘଟଣାକୁ ନେଇ ସରକାରୀ କର୍ମଚାରୀ ମହଲରେ ଚହଳ ପଡ଼ିଯାଇଛି । ତଦନ୍ତରେ ଆହୁରି ଅନେକ ଚାଞ୍ଚଲ୍ୟକର ତଥ୍ୟ ବାହାରିବ ବୋଲି ଆଶା କରାଯାଉଛି । [1219, 801, 1516, 838]
yellow-dot-icon [1298, 2391, 1310, 2402]
article-photo [620, 675, 1073, 800]
article-headline: ପିଏମଜି ଛକରେ ଡ. ହରେକୃଷ୍ଣ ମହତାବଙ୍କ ଜୟନ୍ତୀ ପାଳିତ [920, 983, 1288, 1003]
dateline: ଡିଟାଇ, ୨୨୧୧ (ନି.ପ୍ର.): [1086, 676, 1169, 687]
article-photo [224, 119, 420, 221]
color-bar-left [22, 2391, 86, 2402]
article-headline: ଛାତ୍ରଙ୍କୁ ମାଡ଼ମାରି ମୋବାଇଲ ଓ ବ୍ୟାଗ ଛଡ଼ାଇ ନେଲା ମା' ଓ ଝିଅ [24, 1268, 439, 1288]
article-paragraph: ଅଭିଭାବକମାନେ ଅଭିଯୋଗ କରିଛନ୍ତି ଯେ ଅନେକ ସମୟରେ ବିଦ୍ୟାଳୟ ନିର୍ଦ୍ଧାରିତ ସମୟ ପୂର୍ବରୁ ବନ୍ଦ ହୋଇଯାଉଛି । ଏହା ଫଳରେ ପିଲାମାନଙ୍କର ପାଠପଢ଼ା ବ୍ୟାହତ ହେଉଛି ଏବଂ ଶିକ୍ଷାର ମାନ ତଳକୁ ଖସୁଛି । [636, 209, 811, 274]
article-child-labour-awareness [298, 320, 904, 625]
masthead [22, 20, 1516, 65]
article-headline: ଉପଖଣ୍ଡ ସ୍ତରୀୟ 'ସରଗି ଫୁଲ' କାର୍ଯ୍ୟକ୍ରମ [1052, 324, 1381, 346]
article-paragraph: ସେବାପରାୟଣ ସ୍ୱେଚ୍ଛାସେବୀ ଅନୁଷ୍ଠାନ 'ଛୋଟ ଏକ ପ୍ରୟାସ' ତରଫରୁ ଅସହାୟ ଓ ଦରିଦ୍ର ପରିବାରମାନଙ୍କୁ ଖାଦ୍ୟ ସାମଗ୍ରୀ ଓ ବସ୍ତ୍ର ବିତରଣ କରାଯାଇଛି । [455, 1031, 586, 1097]
article-photo [1058, 357, 1516, 467]
print-smear [1030, 2381, 1223, 2388]
photo-caption: ଆହତ ଛାତ୍ରୀ ଚିକିତ୍ସାଧୀନ [181, 553, 260, 562]
article-paragraph: ପୀଡ଼ିତ ଛାତ୍ର ସ୍ଥାନୀୟ ଥାନାରେ ଲିଖିତ ଅଭିଯୋଗ ଦାଖଲ କରିଛନ୍ତି । ପୋଲିସ ମାମଲା ରୁଜୁ କରି ତଦନ୍ତ ଆରମ୍ଭ କରିଛି । [128, 1299, 228, 1365]
photo-caption: କ୍ରୀଡ଼ା ଅନୁଷ୍ଠାନରେ ପୁରସ୍କାର ବିତରଣ [796, 2004, 917, 2013]
article-paragraph: ଏହି ଅନୁଷ୍ଠାନ ବହୁ ବର୍ଷ ଧରି ସମାଜସେବା କ୍ଷେତ୍ରରେ କାର୍ଯ୍ୟ କରିଆସୁଛି । ଶୀତ ଦିନରେ କମ୍ବଳ ବିତରଣ, ରକ୍ତଦାନ ଶିବିର ଆୟୋଜନ ଆଦି କାର୍ଯ୍ୟ ନିୟମିତ ଭାବରେ କରାଯାଉଛି । [455, 1103, 586, 1182]
magenta-dot-icon [832, 2391, 843, 2402]
dateline: ଆଙ୍ଗୁଲ, ୨୨୧୧(ନି.ପ୍ର.): [22, 1299, 111, 1310]
article-headline: ସେଣ୍ଟ ଜାଭିୟର୍ସ ହାଇସ୍କୁଲରେ ବିଜ୍ଞାନ ମେଳା [96, 983, 368, 1003]
photo-caption: ଗିରଫ ଅଭିଯୁକ୍ତ [1341, 785, 1393, 795]
photo-caption: ସମ୍ମାନ ପ୍ରଦାନ କରୁଥିବା ଦୃଶ୍ୟ [183, 809, 281, 818]
magenta-dot-icon [40, 2391, 51, 2402]
yellow-dot-icon [57, 2391, 68, 2402]
headline-underline [460, 1871, 1322, 1872]
photo-caption: କାର୍ଯ୍ୟକ୍ରମରେ ପୁରସ୍କାର ବିତରଣ [1234, 470, 1340, 480]
row-divider [22, 971, 1516, 975]
dateline: ପାଟଣା, ୨୨୧୧(ନି.ପ୍ର.) [22, 121, 101, 131]
affidavit-title: AFFIDAVIT [1323, 1238, 1514, 1265]
row-divider [22, 630, 1516, 634]
column-separator [1314, 979, 1315, 1635]
dateline: ଉଦଳା, ୨୨୧୧ (ନି.ପ୍ର.): [917, 358, 999, 369]
article-paragraph: ଜଣେ ସ୍କୁଲ ଛାତ୍ରଙ୍କୁ ମାଡ଼ମାରି ତାଙ୍କ ମୋବାଇଲ ଓ ବ୍ୟାଗ ଛଡ଼ାଇ ନେଇଥିବା ଅଭିଯୋଗ ହୋଇଛି । ଏହି ଘଟଣାରେ ମା' ଓ ଝିଅ ଜଡ଼ିତ ଥିବା କୁହାଯାଇଛି । [22, 1316, 122, 1395]
article-headline: ନିର୍ଦ୍ଦେଶ ଉଲ୍ଲଂଘନ , ସ୍କୁଲ ଖୋଲିବା ଓ ବନ୍ଦ କରିବା ନେଇ ରହୁନି ତାଳମେଳ [751, 82, 1400, 108]
article-photo [1032, 1013, 1163, 1129]
article-paragraph: ସରକାରୀ ଟଙ୍କା ଆତ୍ମସାତ ଅଭିଯୋଗରେ ଫେରାର ଥିବା ଜଣେ ପୂର୍ବତନ ଟ୍ରେଜେରି ଅଫିସରଙ୍କୁ ଭିଜିଲାନ୍ସ ଗିରଫ କରିଛି । [1086, 693, 1212, 745]
content-row-3 [22, 639, 1516, 965]
photo-caption: ବିଜ୍ଞାନ ମେଳାରେ ପ୍ରଦର୍ଶିତ ମଡେଲ [181, 1138, 283, 1147]
article-student-assault [22, 1268, 442, 1400]
article-paragraph: ସମୟ ଖୋଲା ହେଉଥିବା ଦେଖି ଏଥିପାଇଁ କିଛି ବିଦ୍ୟାଳୟ ପ୍ରଧାନଶିକ୍ଷକମାନେ ମନଇଚ୍ଛା ଖୋଲୁଛି ଓ ବନ୍ଦ କରୁଛନ୍ତି ବୋଲି ଅଭିଭାବକଙ୍କଠାରେ ଅସନ୍ତୋଷ ସୃଷ୍ଟି ହୋଇଛି । [999, 245, 1244, 283]
photo-caption: ଜାତୀୟ ରାଜପଥର ଅନ୍ଧକାରାଚ୍ଛନ୍ନ ଅଂଶ [260, 224, 384, 233]
affidavit-body-text: By virtue of an affidavit sworn before the Executive Magistrate, Telcher, Dt-20.11.2025, I, Jashobanta Behera, 45 yrs, S/o- Late Madan Behera, At-Chainpal, Po-Thermal, Ps-Talchel, Dist-Angul, Odisha, Pin-759101, declare that I have changed the name of my minor daughter from Janyaprava Behera (old name) to Jangyaprava Behera (new name). Henceforth, She shall be known as Jangyaprava Behera for all purposes. [1328, 1271, 1509, 1391]
article-photo [22, 675, 442, 806]
article-headline: ମୋଟିବନ୍ଧ ଉଚ୍ଚ ବିଦ୍ୟାଳୟର ବାର୍ଷିକ କ୍ରୀଡ଼ା [606, 642, 922, 664]
article-paragraph: ଏହି ଅବସରରେ ତାଙ୍କ ପ୍ରତିମୂର୍ତ୍ତିରେ ମାଲ୍ୟାର୍ପଣ କରାଯାଇଥିଲା । ବିଭିନ୍ନ ରାଜନୈତିକ ଦଳର ନେତା ଓ ସମାଜସେବୀମାନେ ଉପସ୍ଥିତ ରହି ଶ୍ରଦ୍ଧାଞ୍ଜଳି ଅର୍ପଣ କରିଥିଲେ । [900, 1103, 1025, 1182]
article-paragraph: ସମ୍ମାନ ୨୦୨୫ରେ ସମବାୟ କରାଯାଇଥିଲା । ଏହି ମହୋତ୍ସବ ଅନୁଷ୍ଠାନରେ ୨୦୨୫ରେ ଜାତୀୟ ସମବାୟ ସମ୍ମାନ ମିଳିଥିଲା । ବର୍ଷ ମୟୂରଭଞ୍ଜ ଜିଲ୍ଲା ସ୍ତରୀୟ ମହୋତ୍ସବରେ ତାଙ୍କୁ ଶ୍ରେଷ୍ଠ ସମବାୟ ସେବକ ରୂପେ ସମ୍ମାନିତ କରାଯାଇଛି । [340, 824, 442, 943]
middle-column-stack [455, 979, 886, 1635]
headline-underline [22, 1294, 442, 1295]
footer-divider [22, 2382, 1516, 2383]
affidavit-body-text: By virtue of an affidavit(70AA057966)sworn before the Executive Magistrate, Anandapur, Dt-20.11.2025, I, KEBERI PUHAN, W/o-BHAGIRATHI ROUT, Address : At-Bhatakarua, Po-Ambagadia, Ps-Nandipada, Via-Fakirpur, Dist-Keonjhar, Odisha, Pin-758022 declare that I have changed the name of my daughter from ELINA ROUT to ALINA ROUT, Henceforth, She shall be known as ALINA ROUT for all purposes. [1328, 1476, 1509, 1596]
article-paragraph: ପରିବେଶ ସଂରକ୍ଷଣ, ଜଳ ସଂରକ୍ଷଣ, ସୌର ଶକ୍ତି ଆଦି ବିଷୟ ଉପରେ ଆକର୍ଷଣୀୟ ମଡେଲ ପ୍ରଦର୍ଶିତ ହୋଇଥିଲା । ବିଚାରକମାନେ ଶ୍ରେଷ୍ଠ ମଡେଲ ଚୟନ କରିଥିଲେ । [128, 1153, 228, 1232]
photo-caption: ମନୋହରପୁର ପ୍ରାଥମିକ ବିଦ୍ୟାଳୟର ସାଂପ୍ରତିକ ଅବସ୍ଥା [1039, 230, 1205, 239]
headline-line-2: ଧକ୍କାରେ ଛାତ୍ରୀ ଗୁରୁତର [61, 347, 246, 369]
